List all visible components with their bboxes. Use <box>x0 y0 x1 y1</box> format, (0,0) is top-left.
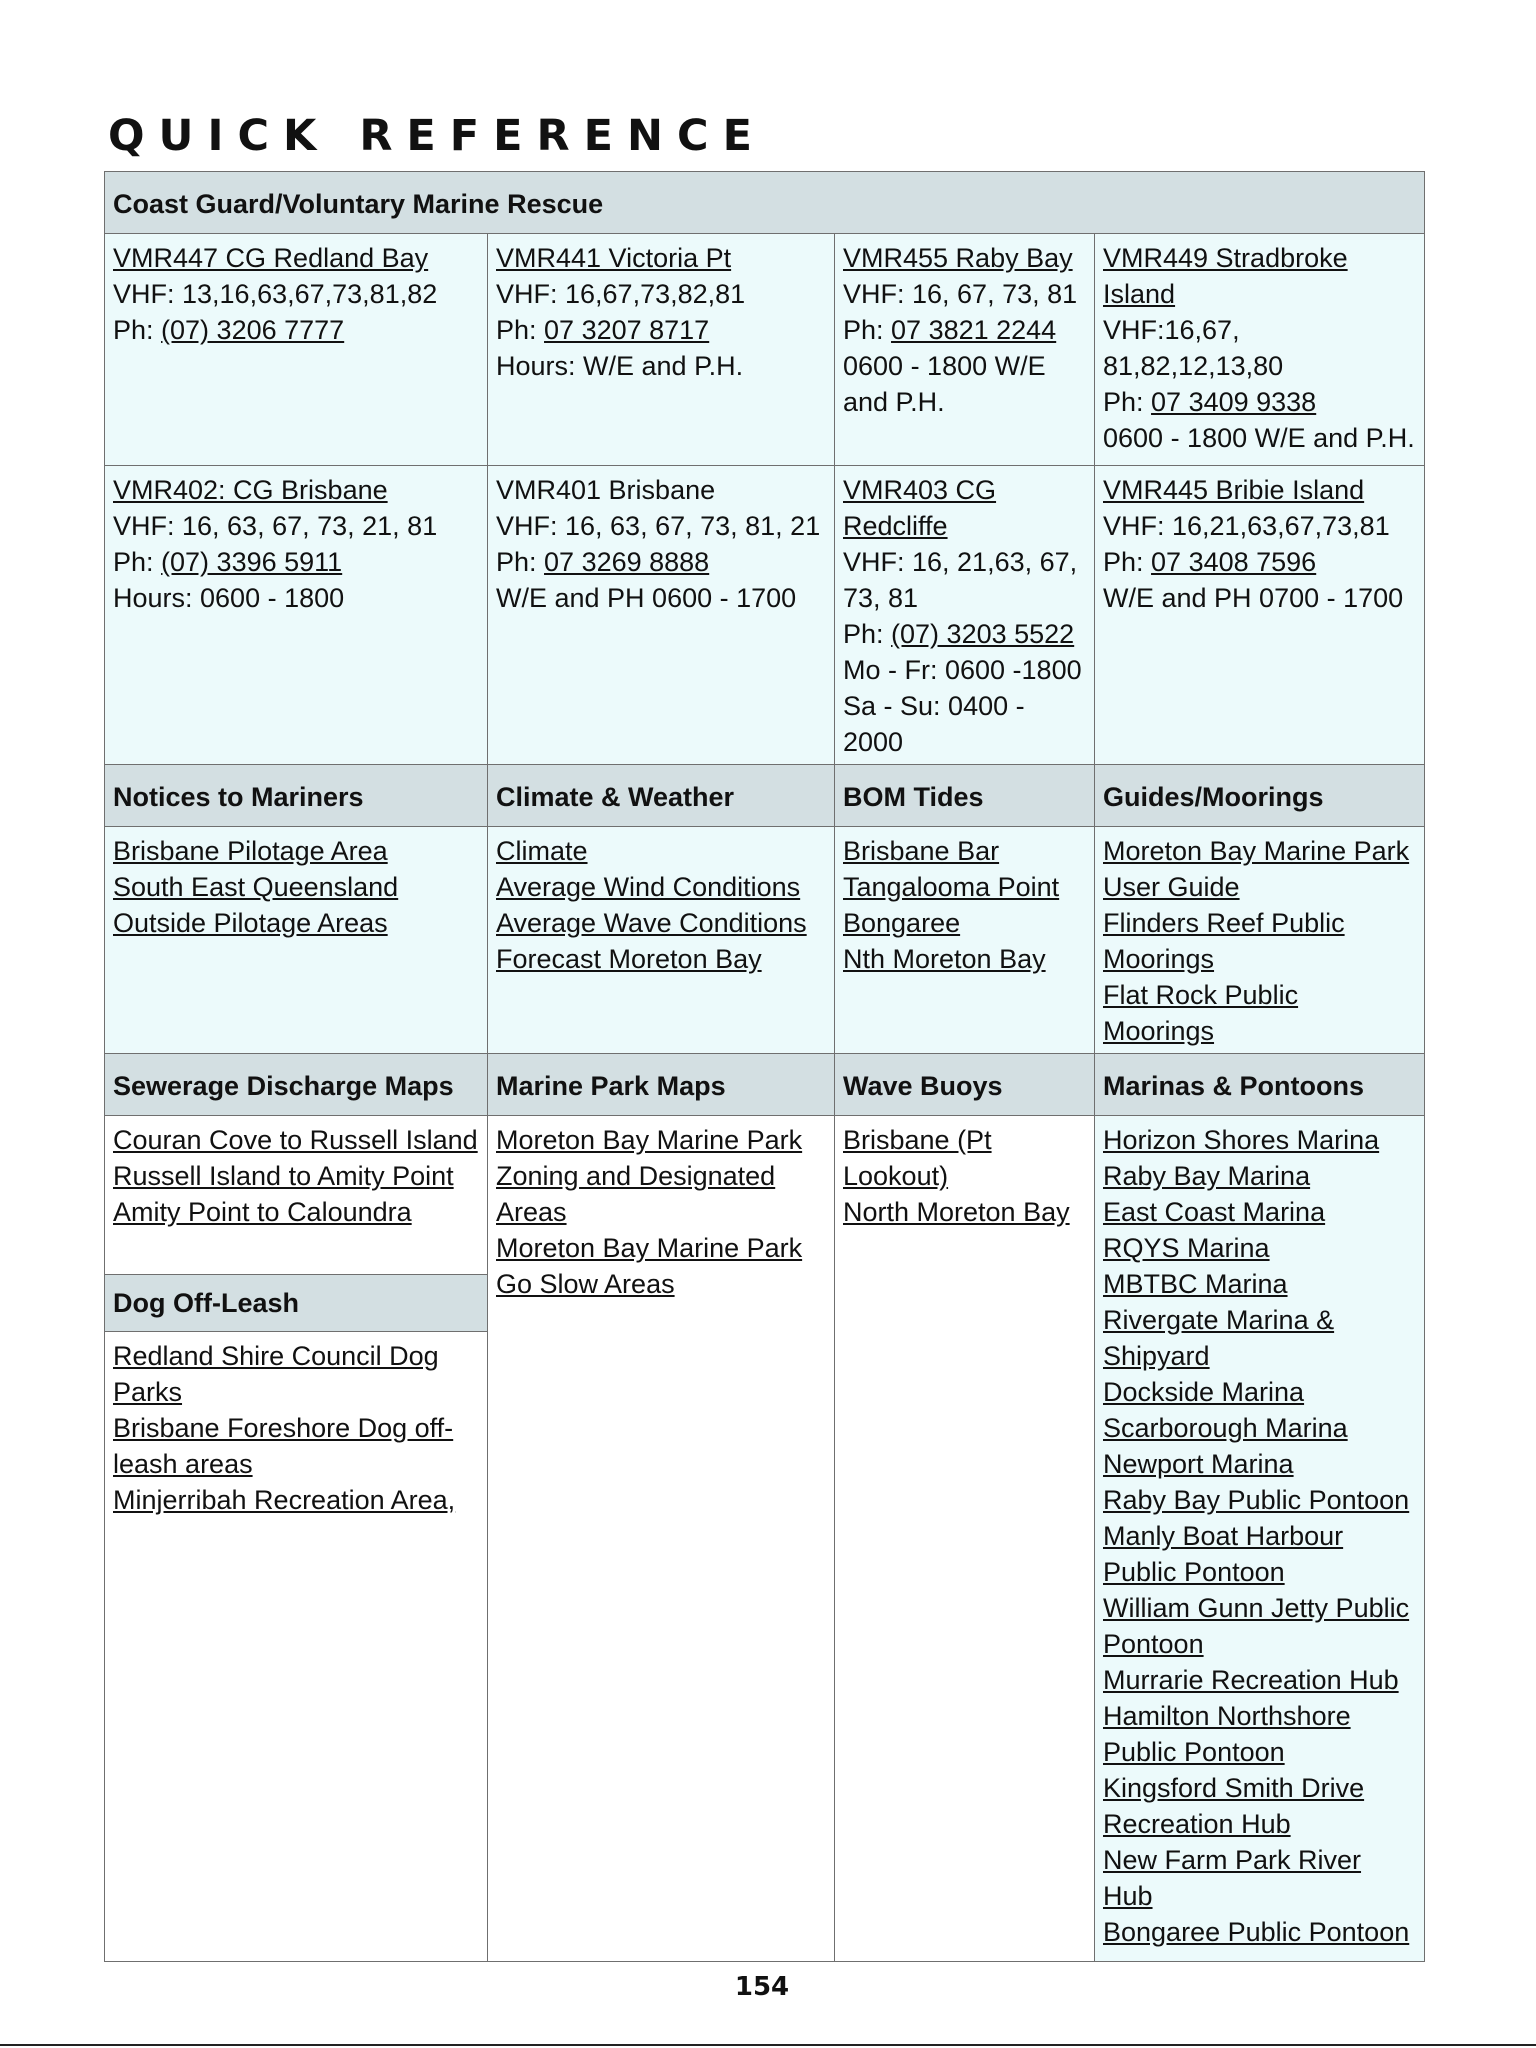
reference-link[interactable]: Moreton Bay Marine Park Zoning and Designated Areas <box>496 1125 803 1227</box>
vmr-cell <box>1095 234 1425 466</box>
reference-link[interactable]: Manly Boat Harbour Public Pontoon <box>1103 1521 1344 1587</box>
phone-line <box>1103 384 1416 420</box>
notices-heading: Notices to Mariners <box>105 765 488 827</box>
quick-reference-table <box>104 171 1425 1962</box>
section2-links-row <box>105 827 1425 1054</box>
reference-link[interactable]: MBTBC Marina <box>1103 1269 1288 1299</box>
reference-link[interactable]: William Gunn Jetty Public Pontoon <box>1103 1593 1410 1659</box>
phone-link[interactable]: 07 3821 2244 <box>891 315 1057 345</box>
hours-text: W/E and PH 0600 - 1700 <box>496 583 797 613</box>
phone-label: Ph: <box>113 547 162 577</box>
vmr-cell <box>105 466 488 765</box>
vhf-channels: VHF: 16,67,73,82,81 <box>496 279 746 309</box>
station-name-link[interactable]: VMR447 CG Redland Bay <box>113 243 429 273</box>
reference-link[interactable]: Average Wind Conditions <box>496 872 801 902</box>
phone-line <box>113 312 479 348</box>
reference-link[interactable]: Kingsford Smith Drive Recreation Hub <box>1103 1773 1365 1839</box>
dog-links <box>105 1332 487 1522</box>
coast-guard-heading-row <box>105 172 1425 234</box>
tides-links <box>835 827 1095 1054</box>
phone-link[interactable]: 07 3269 8888 <box>544 547 710 577</box>
sewerage-heading: Sewerage Discharge Maps <box>105 1054 488 1116</box>
reference-link[interactable]: Tangalooma Point <box>843 872 1060 902</box>
phone-label: Ph: <box>843 619 892 649</box>
reference-link[interactable]: Hamilton Northshore Public Pontoon <box>1103 1701 1351 1767</box>
climate-links <box>488 827 835 1054</box>
phone-label: Ph: <box>1103 387 1152 417</box>
reference-link[interactable]: New Farm Park River Hub <box>1103 1845 1362 1911</box>
reference-link[interactable]: North Moreton Bay <box>843 1197 1070 1227</box>
reference-link[interactable]: Average Wave Conditions <box>496 908 807 938</box>
phone-link[interactable]: (07) 3206 7777 <box>161 315 345 345</box>
reference-link[interactable]: Russell Island to Amity Point <box>113 1161 454 1191</box>
section3-heading-row <box>105 1054 1425 1116</box>
reference-link[interactable]: Flinders Reef Public Moorings <box>1103 908 1345 974</box>
phone-line <box>113 544 479 580</box>
page-title: QUICK REFERENCE <box>108 111 766 161</box>
reference-link[interactable]: Horizon Shores Marina <box>1103 1125 1380 1155</box>
hours-text: 0600 - 1800 W/E and P.H. <box>843 351 1046 417</box>
vmr-cell <box>835 466 1095 765</box>
notices-links <box>105 827 488 1054</box>
hours-text: Hours: 0600 - 1800 <box>113 583 345 613</box>
hours-text: 0600 - 1800 W/E and P.H. <box>1103 423 1415 453</box>
marine-park-heading: Marine Park Maps <box>488 1054 835 1116</box>
vmr-cell <box>488 234 835 466</box>
phone-link[interactable]: 07 3409 9338 <box>1151 387 1317 417</box>
tides-heading: BOM Tides <box>835 765 1095 827</box>
phone-line <box>843 312 1086 348</box>
vmr-cell <box>1095 466 1425 765</box>
vhf-channels: VHF: 16, 63, 67, 73, 81, 21 <box>496 511 821 541</box>
reference-link[interactable]: Minjerribah Recreation Area, <box>113 1485 456 1515</box>
station-name-link[interactable]: VMR455 Raby Bay <box>843 243 1073 273</box>
reference-link[interactable]: Amity Point to Caloundra <box>113 1197 412 1227</box>
reference-link[interactable]: Newport Marina <box>1103 1449 1294 1479</box>
marinas-heading: Marinas & Pontoons <box>1095 1054 1425 1116</box>
station-name-link: VMR401 Brisbane <box>496 475 716 505</box>
climate-heading: Climate & Weather <box>488 765 835 827</box>
coast-guard-heading: Coast Guard/Voluntary Marine Rescue <box>105 172 1425 234</box>
station-name-link[interactable]: VMR441 Victoria Pt <box>496 243 732 273</box>
reference-link[interactable]: Rivergate Marina & Shipyard <box>1103 1305 1335 1371</box>
sewerage-links <box>105 1116 487 1274</box>
reference-link[interactable]: South East Queensland <box>113 872 399 902</box>
phone-label: Ph: <box>1103 547 1152 577</box>
hours-text: Hours: W/E and P.H. <box>496 351 744 381</box>
sewerage-dog-cell <box>105 1116 488 1962</box>
reference-link[interactable]: Scarborough Marina <box>1103 1413 1348 1443</box>
reference-link[interactable]: RQYS Marina <box>1103 1233 1270 1263</box>
vhf-channels: VHF: 16, 67, 73, 81 <box>843 279 1078 309</box>
phone-link[interactable]: 07 3207 8717 <box>544 315 710 345</box>
reference-link[interactable]: Nth Moreton Bay <box>843 944 1046 974</box>
phone-label: Ph: <box>113 315 162 345</box>
phone-label: Ph: <box>496 547 545 577</box>
wave-buoys-heading: Wave Buoys <box>835 1054 1095 1116</box>
reference-link[interactable]: Bongaree <box>843 908 961 938</box>
reference-link[interactable]: Climate <box>496 836 588 866</box>
reference-link[interactable]: Brisbane Bar <box>843 836 1000 866</box>
wave-buoys-links <box>835 1116 1095 1962</box>
vmr-cell <box>105 234 488 466</box>
section2-heading-row <box>105 765 1425 827</box>
reference-link[interactable]: Outside Pilotage Areas <box>113 908 388 938</box>
vhf-channels: VHF: 16, 21,63, 67, 73, 81 <box>843 547 1078 613</box>
reference-link[interactable]: Dockside Marina <box>1103 1377 1305 1407</box>
reference-link[interactable]: Raby Bay Public Pontoon <box>1103 1485 1410 1515</box>
guides-links <box>1095 827 1425 1054</box>
reference-link[interactable]: Redland Shire Council Dog Parks <box>113 1341 439 1407</box>
reference-link[interactable]: Moreton Bay Marine Park Go Slow Areas <box>496 1233 803 1299</box>
hours-text: Sa - Su: 0400 - 2000 <box>843 691 1025 757</box>
hours-text: W/E and PH 0700 - 1700 <box>1103 583 1404 613</box>
reference-link[interactable]: Bongaree Public Pontoon <box>1103 1917 1410 1947</box>
phone-line <box>843 616 1086 652</box>
vhf-channels: VHF: 16,21,63,67,73,81 <box>1103 511 1390 541</box>
vhf-channels: VHF: 13,16,63,67,73,81,82 <box>113 279 438 309</box>
phone-line <box>496 312 826 348</box>
vmr-cell <box>488 466 835 765</box>
phone-line <box>496 544 826 580</box>
reference-link[interactable]: Brisbane Pilotage Area <box>113 836 388 866</box>
phone-line <box>1103 544 1416 580</box>
phone-label: Ph: <box>496 315 545 345</box>
guides-heading: Guides/Moorings <box>1095 765 1425 827</box>
coast-guard-row-2 <box>105 466 1425 765</box>
coast-guard-row-1 <box>105 234 1425 466</box>
section3-links-row <box>105 1116 1425 1962</box>
station-name-link[interactable]: VMR403 CG Redcliffe <box>843 475 997 541</box>
hours-text: Mo - Fr: 0600 -1800 <box>843 655 1082 685</box>
phone-link[interactable]: (07) 3203 5522 <box>891 619 1075 649</box>
reference-link[interactable]: Brisbane (Pt Lookout) <box>843 1125 992 1191</box>
phone-link[interactable]: (07) 3396 5911 <box>161 547 343 577</box>
vmr-cell <box>835 234 1095 466</box>
phone-link[interactable]: 07 3408 7596 <box>1151 547 1317 577</box>
marinas-links <box>1095 1116 1425 1962</box>
station-name-link[interactable]: VMR445 Bribie Island <box>1103 475 1365 505</box>
reference-link[interactable]: Forecast Moreton Bay <box>496 944 762 974</box>
vhf-channels: VHF: 16, 63, 67, 73, 21, 81 <box>113 511 438 541</box>
reference-link[interactable]: Raby Bay Marina <box>1103 1161 1311 1191</box>
page-number: 154 <box>734 1972 790 2002</box>
reference-link[interactable]: East Coast Marina <box>1103 1197 1326 1227</box>
station-name-link[interactable]: VMR402: CG Brisbane <box>113 475 388 505</box>
reference-link[interactable]: Murrarie Recreation Hub <box>1103 1665 1399 1695</box>
reference-link[interactable]: Brisbane Foreshore Dog off-leash areas <box>113 1413 454 1479</box>
dog-heading: Dog Off-Leash <box>105 1274 487 1332</box>
marine-park-links <box>488 1116 835 1962</box>
reference-link[interactable]: Couran Cove to Russell Island <box>113 1125 478 1155</box>
reference-link[interactable]: Moreton Bay Marine Park User Guide <box>1103 836 1410 902</box>
phone-label: Ph: <box>843 315 892 345</box>
reference-link[interactable]: Flat Rock Public Moorings <box>1103 980 1299 1046</box>
vhf-channels: VHF:16,67, 81,82,12,13,80 <box>1103 315 1284 381</box>
footer-rule <box>0 2044 1536 2046</box>
station-name-link[interactable]: VMR449 Stradbroke Island <box>1103 243 1348 309</box>
